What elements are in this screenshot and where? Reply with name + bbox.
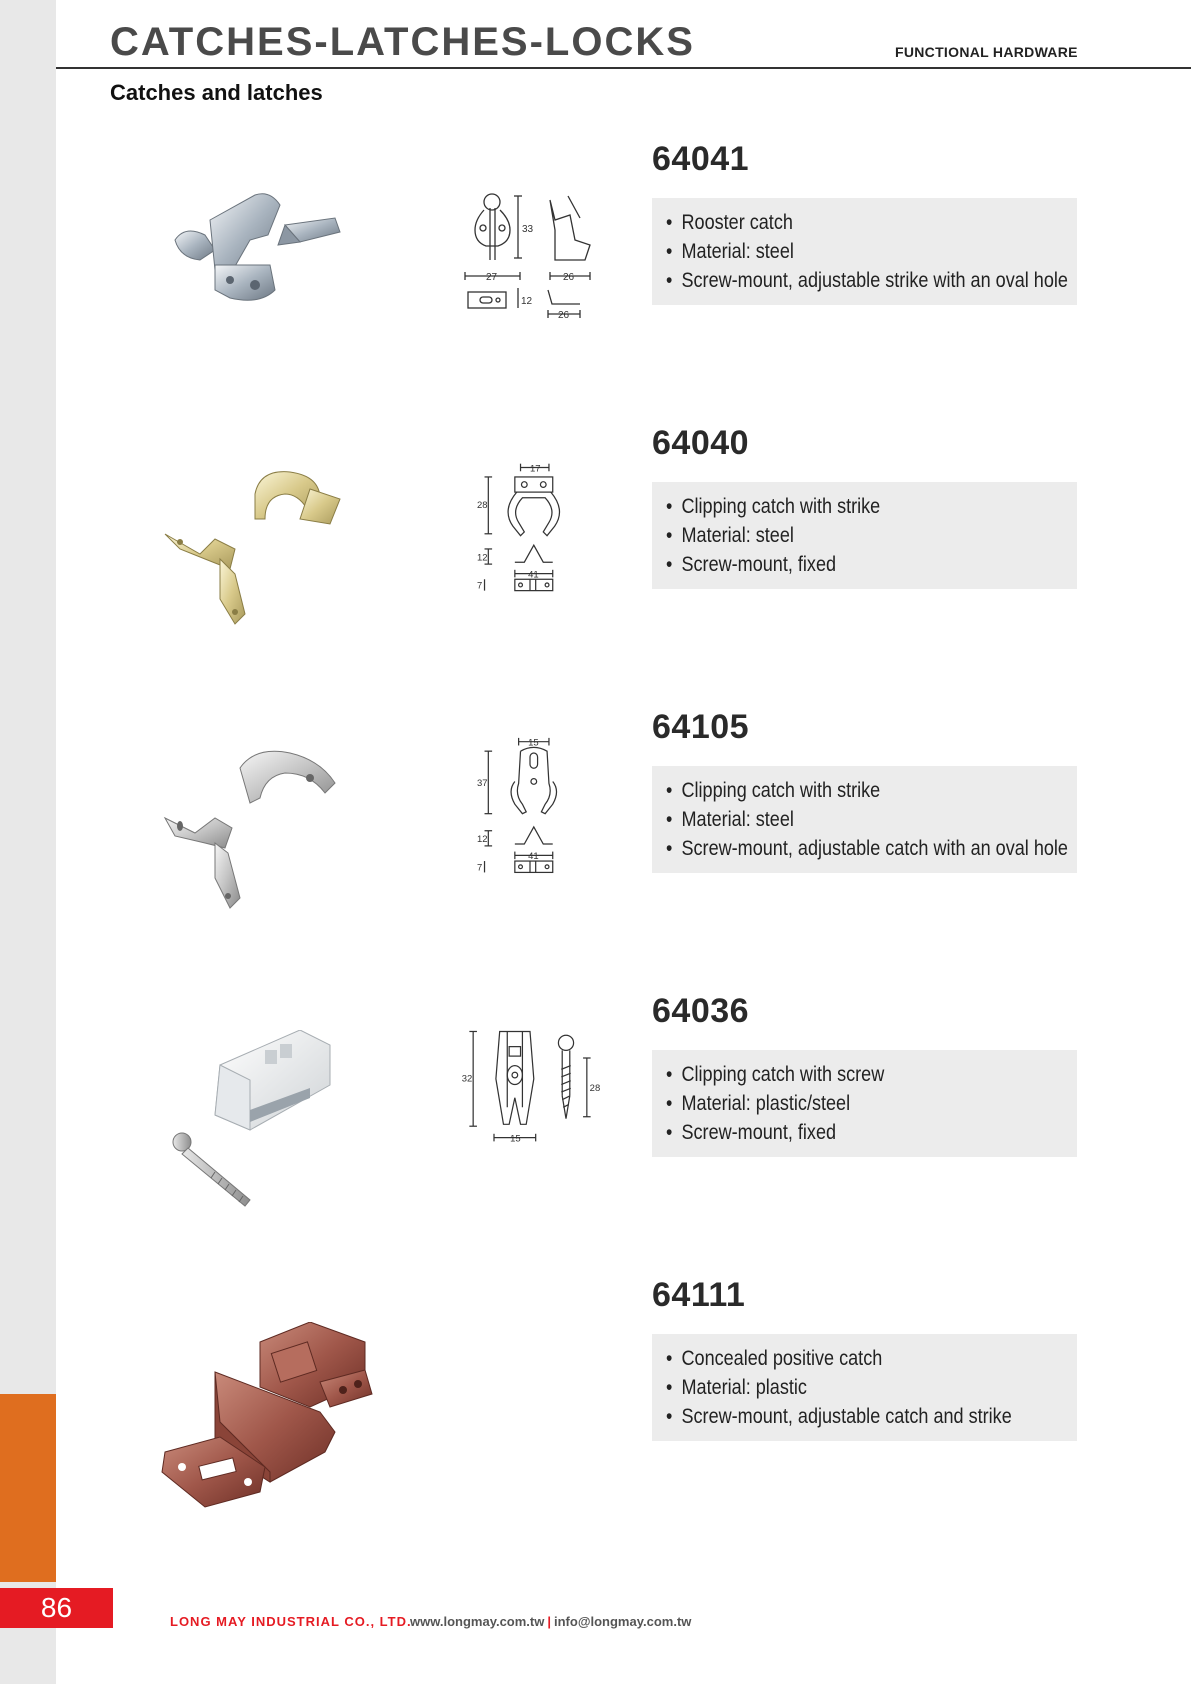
product-64036 (0, 982, 1191, 1266)
feature-item: • Screw-mount, adjustable catch and strike (666, 1405, 1012, 1428)
footer-company: LONG MAY INDUSTRIAL CO., LTD. (170, 1614, 412, 1629)
footer-email[interactable]: info@longmay.com.tw (554, 1614, 692, 1629)
dim-label: 12 (521, 296, 533, 307)
feature-item: • Screw-mount, adjustable strike with an oval hole (666, 269, 1068, 292)
dim-label: 12 (476, 552, 488, 564)
feature-item: • Clipping catch with screw (666, 1063, 885, 1086)
footer-separator: | (547, 1614, 551, 1629)
feature-item: • Screw-mount, fixed (666, 553, 837, 576)
product-64111 (0, 1266, 1191, 1550)
spec-box (652, 1050, 1077, 1157)
page-title: CATCHES-LATCHES-LOCKS (110, 20, 695, 64)
concealed-positive-catch-photo (160, 1322, 400, 1522)
product-64041 (0, 130, 1191, 414)
feature-item: • Concealed positive catch (666, 1347, 883, 1370)
dim-label: 15 (510, 1133, 521, 1145)
header-divider (56, 67, 1191, 69)
page-subtitle: Catches and latches (110, 80, 323, 105)
clipping-catch-oval-photo (160, 748, 400, 948)
feature-item: • Rooster catch (666, 211, 793, 234)
dim-label: 26 (563, 272, 575, 283)
dim-label: 7 (476, 862, 483, 874)
spec-box (652, 766, 1077, 873)
feature-item: • Material: steel (666, 524, 794, 547)
dim-label: 28 (476, 500, 488, 512)
dim-label: 33 (522, 224, 534, 235)
product-64105 (0, 698, 1191, 982)
footer-contact (410, 1614, 691, 1629)
feature-item: • Screw-mount, adjustable catch with an oval hole (666, 837, 1068, 860)
feature-item: • Screw-mount, fixed (666, 1121, 837, 1144)
spec-box (652, 1334, 1077, 1441)
page-number: 86 (40, 1592, 73, 1623)
clipping-catch-photo (160, 464, 400, 664)
feature-item: • Clipping catch with strike (666, 779, 881, 802)
product-code: 64036 (652, 992, 750, 1030)
product-code: 64041 (652, 140, 750, 178)
rooster-catch-drawing (450, 180, 610, 360)
product-code: 64040 (652, 424, 750, 462)
footer-website[interactable]: www.longmay.com.tw (410, 1614, 545, 1629)
clipping-catch-oval-drawing (450, 736, 610, 916)
dim-label: 41 (528, 851, 539, 863)
dim-label: 15 (528, 737, 539, 749)
spec-box (652, 198, 1077, 305)
dim-label: 27 (486, 272, 498, 283)
dim-label: 28 (589, 1083, 601, 1095)
plastic-clip-catch-drawing (450, 1022, 610, 1202)
product-code: 64111 (652, 1276, 746, 1314)
dim-label: 7 (476, 580, 483, 592)
plastic-clip-catch-photo (160, 1030, 400, 1230)
feature-item: • Material: plastic (666, 1376, 807, 1399)
dim-label: 26 (558, 310, 570, 321)
page-number-box (0, 1588, 113, 1628)
section-tag: FUNCTIONAL HARDWARE (895, 44, 1078, 60)
dim-label: 41 (528, 569, 539, 581)
dim-label: 32 (461, 1073, 473, 1085)
feature-item: • Material: steel (666, 808, 794, 831)
feature-item: • Clipping catch with strike (666, 495, 881, 518)
dim-label: 37 (476, 778, 488, 790)
rooster-catch-photo (160, 180, 400, 380)
product-64040 (0, 414, 1191, 698)
dim-label: 12 (476, 834, 488, 846)
dim-label: 17 (530, 463, 541, 475)
feature-item: • Material: plastic/steel (666, 1092, 851, 1115)
clipping-catch-drawing (450, 458, 610, 638)
product-code: 64105 (652, 708, 750, 746)
spec-box (652, 482, 1077, 589)
feature-item: • Material: steel (666, 240, 794, 263)
